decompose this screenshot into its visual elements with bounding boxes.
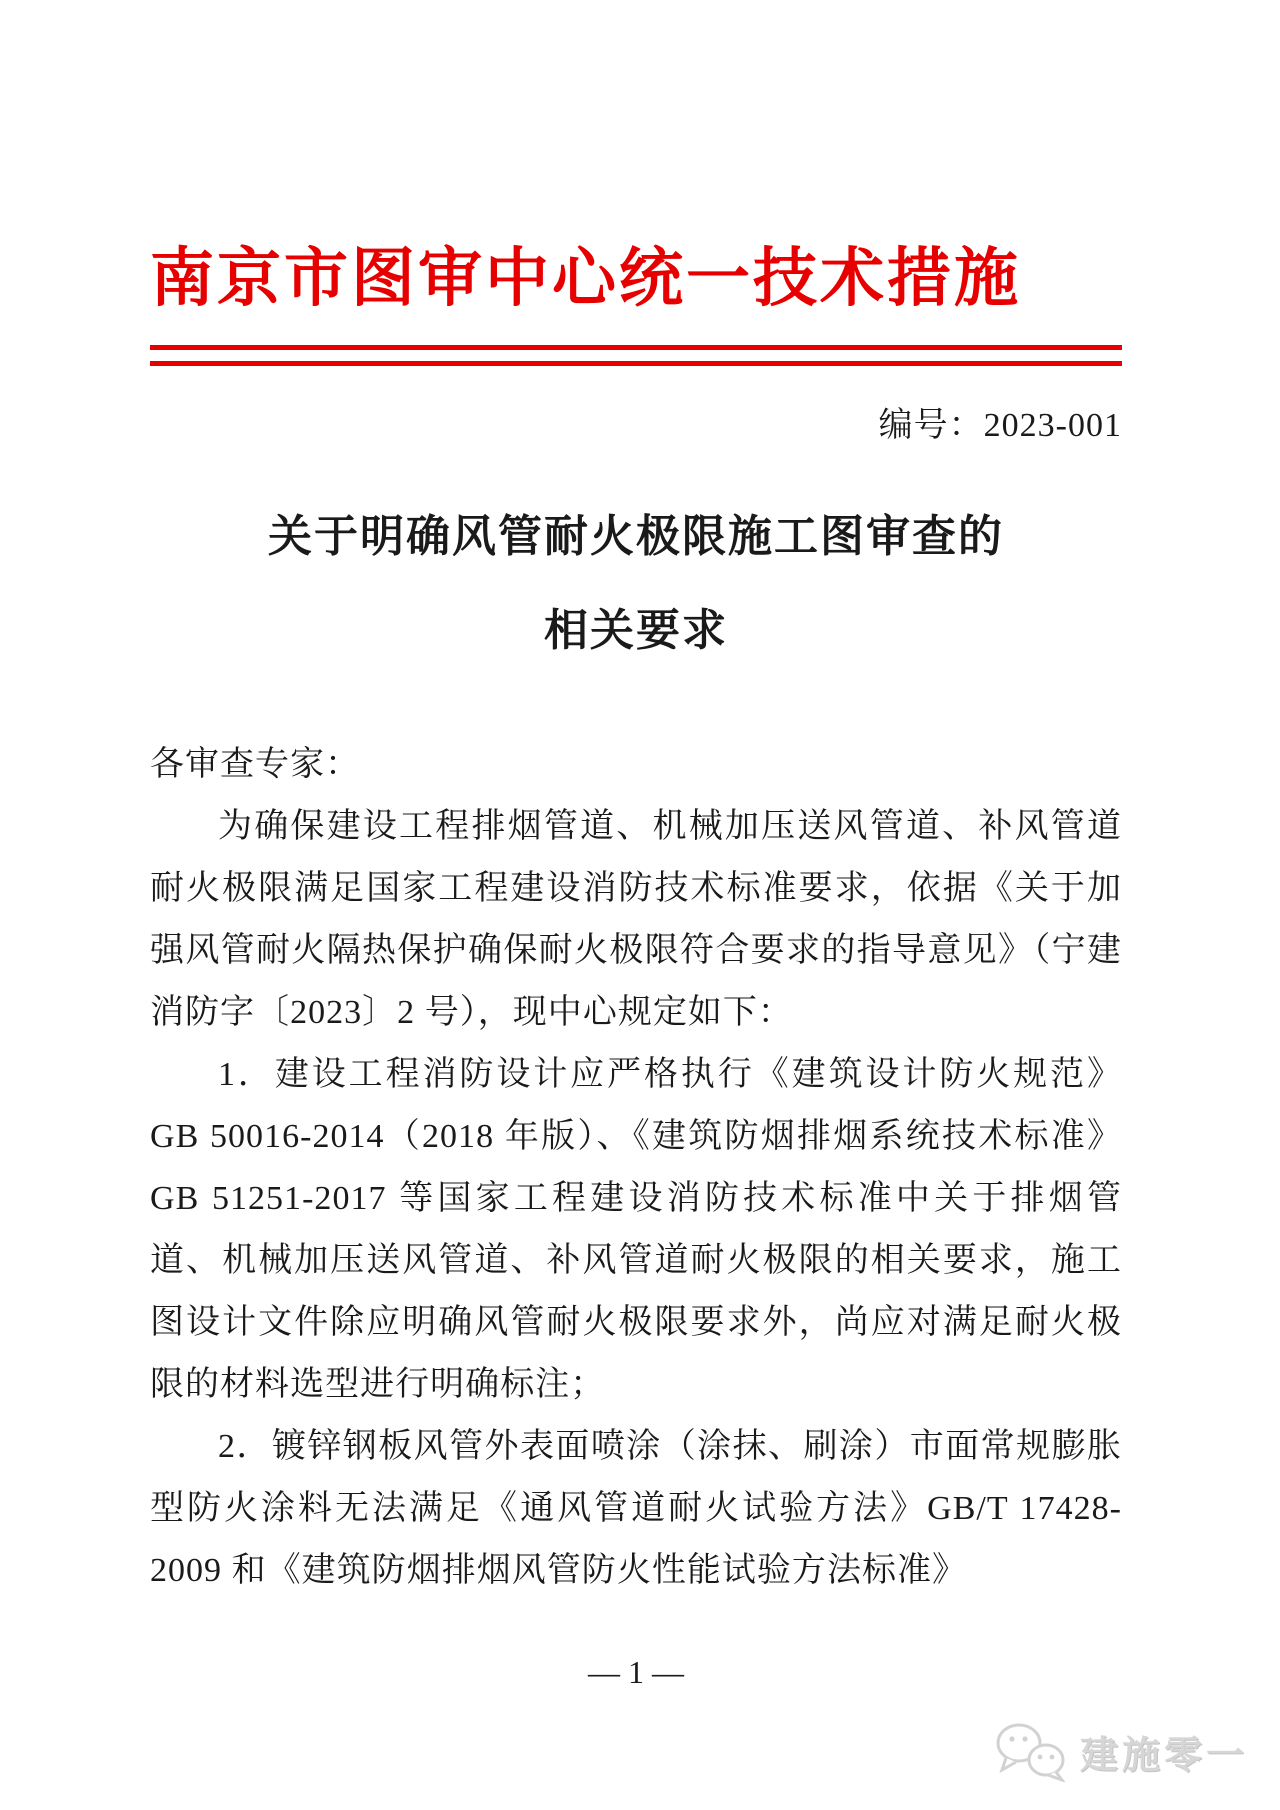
document-title-line2: 相关要求 — [544, 606, 728, 655]
salutation: 各审查专家： — [150, 746, 361, 783]
page-title: 南京市图审中心统一技术措施 — [150, 243, 1021, 314]
watermark-text: 建施零一 — [1079, 1734, 1248, 1777]
watermark — [992, 1720, 1248, 1782]
document-title — [150, 490, 1122, 678]
body-paragraph: 为确保建设工程排烟管道、机械加压送风管道、补风管道耐火极限满足国家工程建设消防技术标准要求，依据《关于加强风管耐火隔热保护确保耐火极限符合要求的指导意见》（宁建消防字〔2023〕2 号），现中心规定如下： — [150, 808, 1122, 1031]
wechat-icon — [992, 1720, 1070, 1782]
doc-number: 编号：2023-001 — [878, 407, 1122, 444]
document-body — [150, 734, 1122, 1602]
document-title-line1: 关于明确风管耐火极限施工图审查的 — [268, 512, 1004, 561]
rule-line-top — [150, 345, 1122, 350]
document-content — [150, 0, 1122, 1602]
rule-line-bottom — [150, 361, 1122, 366]
page-number: — 1 — — [588, 1654, 684, 1690]
paragraph-list — [150, 796, 1122, 1602]
body-paragraph: 2．镀锌钢板风管外表面喷涂（涂抹、刷涂）市面常规膨胀型防火涂料无法满足《通风管道耐火试验方法》GB/T 17428-2009 和《建筑防烟排烟风管防火性能试验方法标准》 — [150, 1428, 1122, 1589]
body-paragraph: 1．建设工程消防设计应严格执行《建筑设计防火规范》GB 50016-2014（2018 年版）、《建筑防烟排烟系统技术标准》GB 51251-2017 等国家工程建设消防技术标准中关于排烟管道、机械加压送风管道、补风管道耐火极限的相关要求，施工图设计文件除应明确风管耐火极限要求外，尚应对满足耐火极限的材料选型进行明确标注； — [150, 1056, 1122, 1403]
red-double-rule — [150, 345, 1122, 366]
